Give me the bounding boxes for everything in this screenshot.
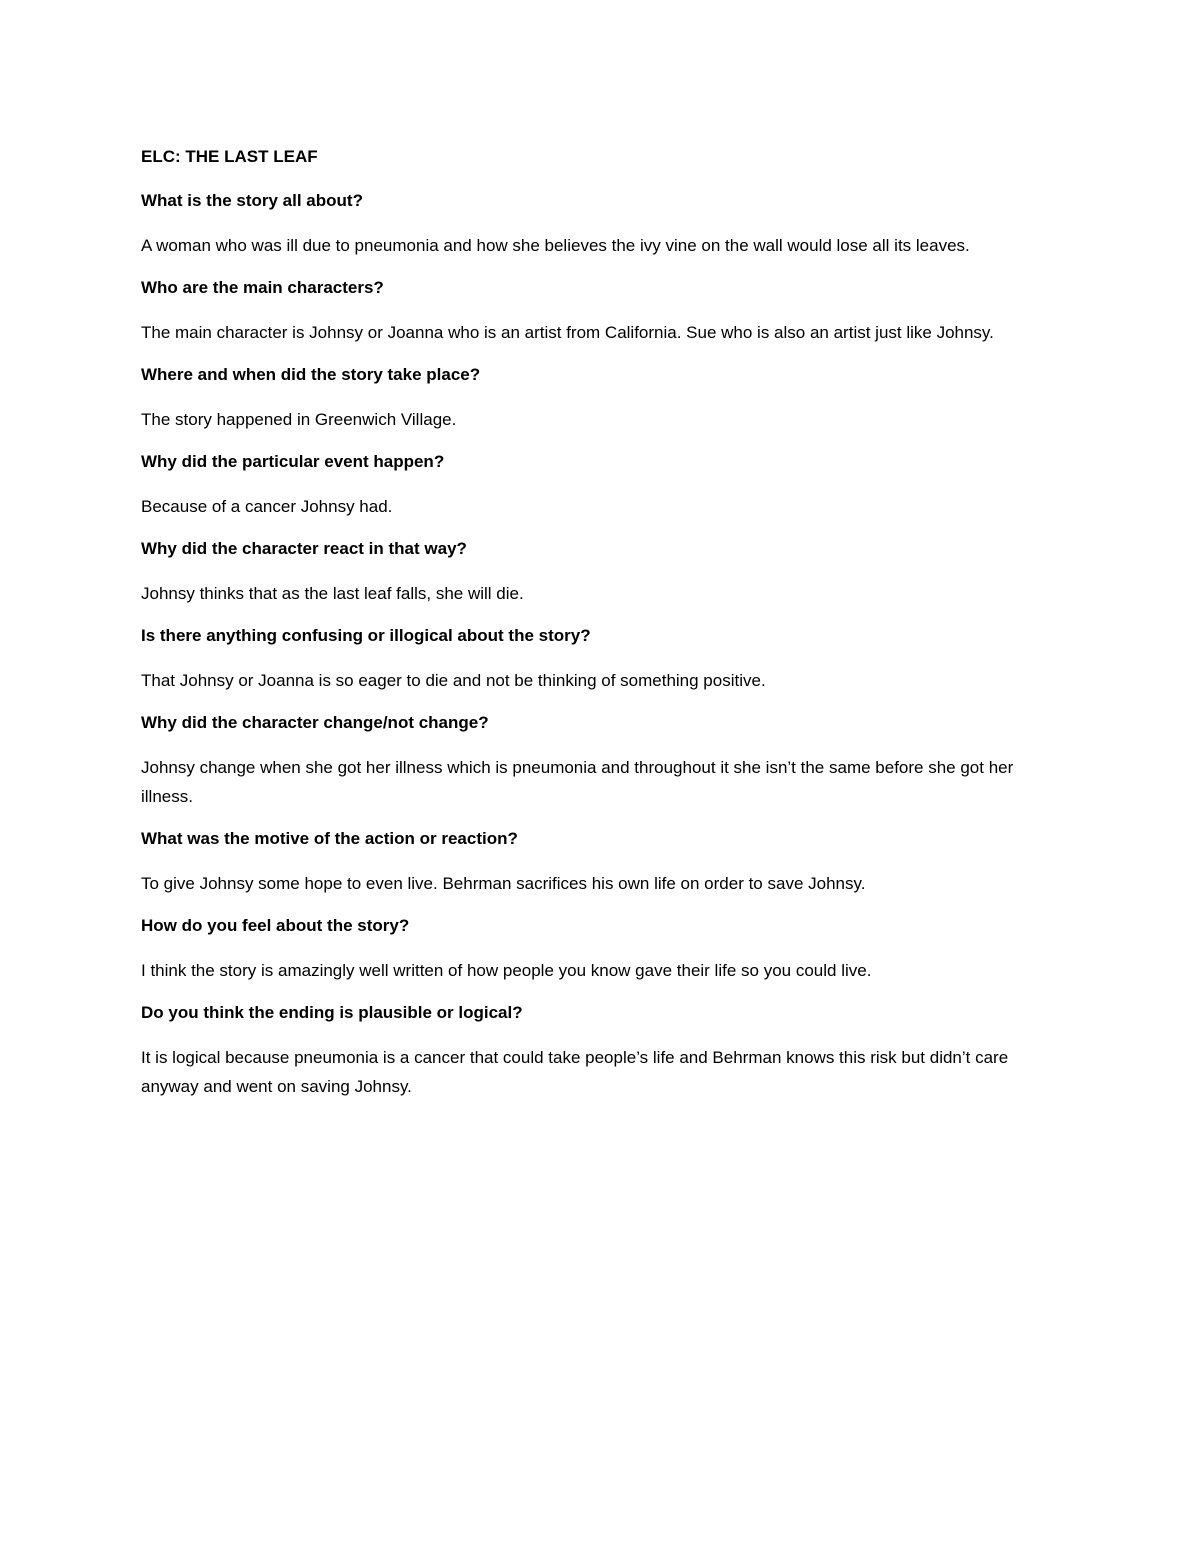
qa-item [141,709,1059,811]
qa-item [141,999,1059,1101]
question-heading: Why did the character react in that way? [141,539,467,558]
qa-item [141,535,1059,608]
answer-text: A woman who was ill due to pneumonia and how she believes the ivy vine on the wall would lose all its leaves. [141,236,970,255]
qa-item [141,187,1059,260]
answer-text: Johnsy thinks that as the last leaf falls, she will die. [141,584,524,603]
answer-text: I think the story is amazingly well written of how people you know gave their life so you could live. [141,961,872,980]
qa-item [141,825,1059,898]
qa-item [141,912,1059,985]
question-heading: Do you think the ending is plausible or logical? [141,1003,523,1022]
document-page [141,143,1059,1115]
qa-item [141,361,1059,434]
question-heading: Why did the character change/not change? [141,713,489,732]
question-heading: What was the motive of the action or reaction? [141,829,518,848]
document-title: ELC: THE LAST LEAF [141,147,318,166]
question-heading: Who are the main characters? [141,278,384,297]
question-heading: Where and when did the story take place? [141,365,481,384]
answer-text: The main character is Johnsy or Joanna who is an artist from California. Sue who is also an artist just like Johnsy. [141,323,994,342]
question-heading: Why did the particular event happen? [141,452,445,471]
qa-item [141,622,1059,695]
answer-text: That Johnsy or Joanna is so eager to die and not be thinking of something positive. [141,671,766,690]
qa-item [141,448,1059,521]
question-heading: Is there anything confusing or illogical about the story? [141,626,591,645]
answer-text: Johnsy change when she got her illness which is pneumonia and throughout it she isn’t the same before she got her illness. [141,758,1014,806]
question-heading: What is the story all about? [141,191,363,210]
answer-text: The story happened in Greenwich Village. [141,410,457,429]
qa-item [141,274,1059,347]
answer-text: Because of a cancer Johnsy had. [141,497,393,516]
question-heading: How do you feel about the story? [141,916,410,935]
answer-text: It is logical because pneumonia is a cancer that could take people’s life and Behrman knows this risk but didn’t care anyway and went on saving Johnsy. [141,1048,1009,1096]
answer-text: To give Johnsy some hope to even live. Behrman sacrifices his own life on order to save Johnsy. [141,874,866,893]
